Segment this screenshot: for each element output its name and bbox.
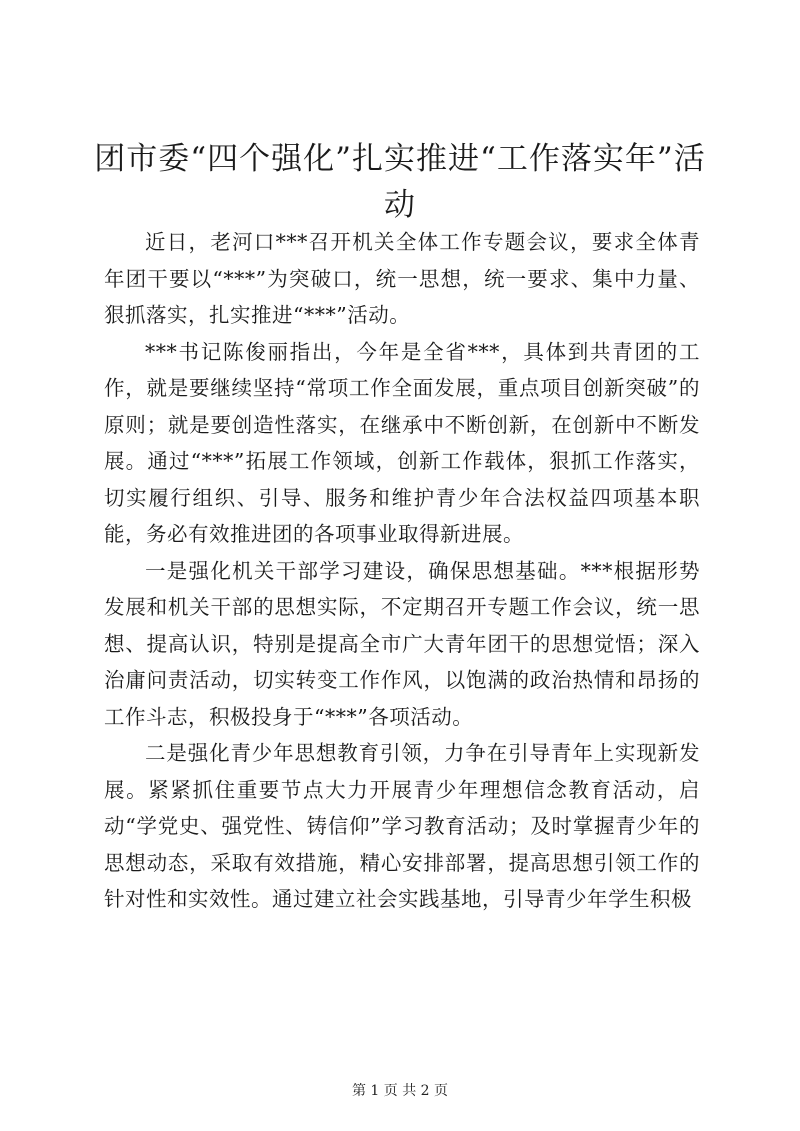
paragraph-1: 近日，老河口***召开机关全体工作专题会议，要求全体青年团干要以“***”为突破口，统一思想，统一要求、集中力量、狠抓落实，扎实推进“***”活动。 [104, 230, 700, 327]
page-footer: 第 1 页 共 2 页 [351, 1083, 449, 1099]
paragraph-2: ***书记陈俊丽指出，今年是全省***，具体到共青团的工作，就是要继续坚持“常项工作全面发展，重点项目创新突破”的原则；就是要创造性落实，在继承中不断创新，在创新中不断发展。通过“***”拓展工作领域，创新工作载体，狠抓工作落实，切实履行组织、引导、服务和维护青少年合法权益四项基本职能，务必有效推进团的各项事业取得新进展。 [104, 339, 700, 546]
document-title: 团市委“四个强化”扎实推进“工作落实年”活动 [94, 141, 706, 223]
paragraph-3: 一是强化机关干部学习建设，确保思想基础。***根据形势发展和机关干部的思想实际，不定期召开专题工作会议，统一思想、提高认识，特别是提高全市广大青年团干的思想觉悟；深入治庸问责活动，切实转变工作作风，以饱满的政治热情和昂扬的工作斗志，积极投身于“***”各项活动。 [104, 558, 700, 729]
paragraph-4: 二是强化青少年思想教育引领，力争在引导青年上实现新发展。紧紧抓住重要节点大力开展青少年理想信念教育活动，启动“学党史、强党性、铸信仰”学习教育活动；及时掌握青少年的思想动态，采取有效措施，精心安排部署，提高思想引领工作的针对性和实效性。通过建立社会实践基地，引导青少年学生积极 [104, 741, 700, 911]
document-body [104, 224, 700, 918]
